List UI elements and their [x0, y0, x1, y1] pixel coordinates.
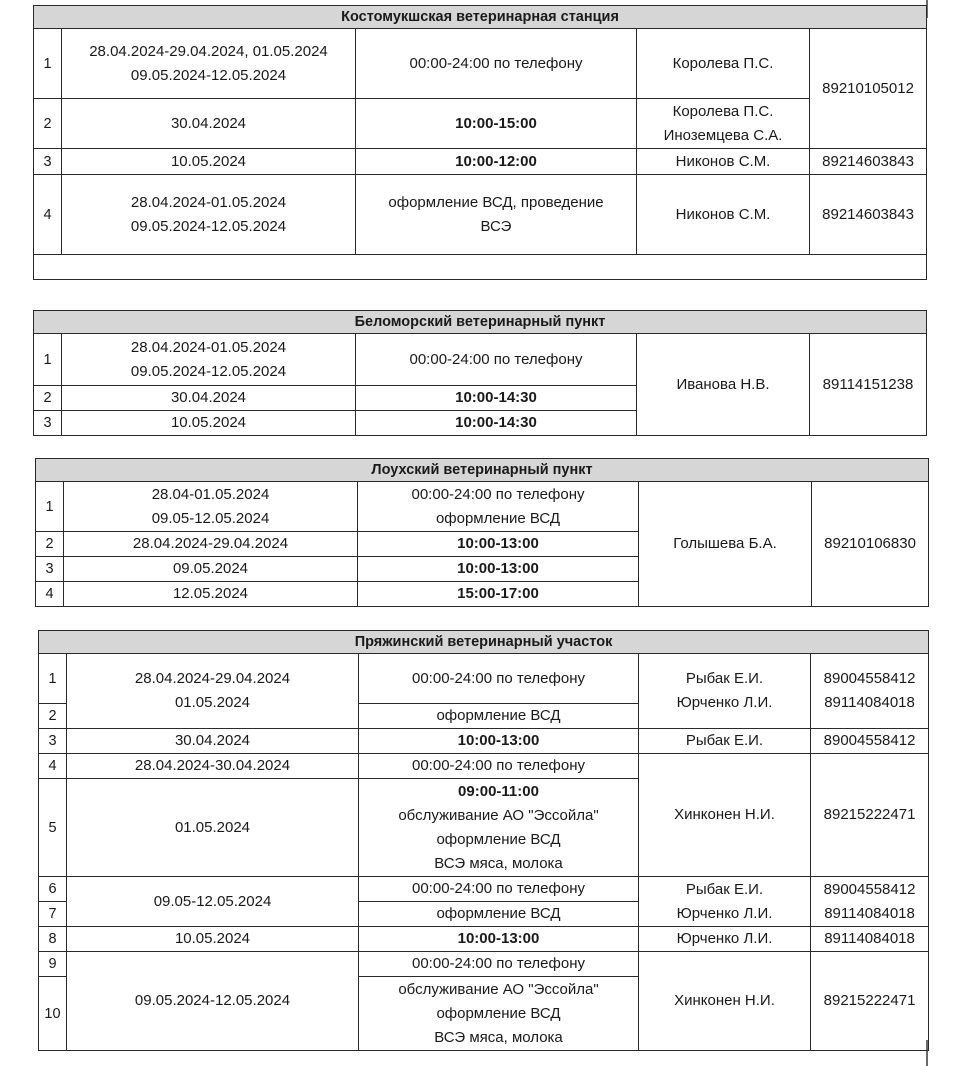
schedule-cell: 10:00-13:00: [358, 557, 639, 582]
row-number: 8: [39, 927, 67, 952]
row-number: 5: [39, 779, 67, 877]
row-number: 1: [34, 334, 62, 386]
section-pryazha: [38, 630, 929, 1051]
staff-cell: Хинконен Н.И.: [639, 952, 811, 1051]
staff-cell: Рыбак Е.И.: [639, 729, 811, 754]
phone-cell: 89215222471: [811, 754, 929, 877]
phone-cell: 89215222471: [811, 952, 929, 1051]
date-cell: 30.04.2024: [67, 729, 359, 754]
date-cell: 30.04.2024: [62, 386, 356, 411]
table-row: [34, 29, 927, 99]
section-belomorsk: [33, 310, 927, 436]
schedule-cell: 00:00-24:00 по телефону: [356, 29, 637, 99]
table-row: [39, 654, 929, 704]
schedule-cell: 09:00-11:00 обслуживание АО "Эссойла" оформление ВСД ВСЭ мяса, молока: [359, 779, 639, 877]
row-number: 3: [39, 729, 67, 754]
table-row: [39, 877, 929, 902]
table-row: [39, 927, 929, 952]
schedule-cell: 00:00-24:00 по телефону оформление ВСД: [358, 482, 639, 532]
table-row: [34, 175, 927, 255]
table-row: [34, 255, 927, 280]
row-number: 2: [36, 532, 64, 557]
row-number: 4: [39, 754, 67, 779]
row-number: 2: [34, 386, 62, 411]
row-number: 6: [39, 877, 67, 902]
schedule-cell: 10:00-13:00: [358, 532, 639, 557]
section-kostomuksha: [33, 5, 927, 280]
phone-cell: 89210106830: [812, 482, 929, 607]
schedule-cell: 10:00-14:30: [356, 411, 637, 436]
date-cell: 10.05.2024: [62, 149, 356, 175]
date-cell: 28.04.2024-29.04.2024 01.05.2024: [67, 654, 359, 729]
date-cell: 28.04.2024-30.04.2024: [67, 754, 359, 779]
row-number: 2: [34, 99, 62, 149]
table-row: [34, 99, 927, 149]
row-number: 9: [39, 952, 67, 977]
table-row: [36, 482, 929, 532]
date-cell: 12.05.2024: [64, 582, 358, 607]
staff-cell: Королева П.С.: [637, 29, 810, 99]
staff-cell: Королева П.С. Иноземцева С.А.: [637, 99, 810, 149]
phone-cell: 89114084018: [811, 927, 929, 952]
row-number: 1: [34, 29, 62, 99]
table-row: [39, 754, 929, 779]
date-cell: 10.05.2024: [62, 411, 356, 436]
row-number: 3: [36, 557, 64, 582]
schedule-cell: 10:00-14:30: [356, 386, 637, 411]
date-cell: 01.05.2024: [67, 779, 359, 877]
schedule-cell: обслуживание АО "Эссойла" оформление ВСД ВСЭ мяса, молока: [359, 977, 639, 1051]
section-title: Лоухский ветеринарный пункт: [36, 459, 929, 482]
schedule-cell: 00:00-24:00 по телефону: [359, 952, 639, 977]
staff-cell: Юрченко Л.И.: [639, 927, 811, 952]
date-cell: 28.04-01.05.2024 09.05-12.05.2024: [64, 482, 358, 532]
schedule-cell: 10:00-13:00: [359, 927, 639, 952]
row-number: 7: [39, 902, 67, 927]
section-title: Пряжинский ветеринарный участок: [39, 631, 929, 654]
staff-cell: Рыбак Е.И. Юрченко Л.И.: [639, 877, 811, 927]
date-cell: 30.04.2024: [62, 99, 356, 149]
phone-cell: 89004558412 89114084018: [811, 877, 929, 927]
table-row: [39, 729, 929, 754]
table-row: [34, 149, 927, 175]
row-number: 2: [39, 704, 67, 729]
schedule-cell: оформление ВСД: [359, 902, 639, 927]
schedule-cell: оформление ВСД, проведение ВСЭ: [356, 175, 637, 255]
schedule-cell: 00:00-24:00 по телефону: [356, 334, 637, 386]
date-cell: 09.05-12.05.2024: [67, 877, 359, 927]
phone-cell: 89214603843: [810, 149, 927, 175]
phone-cell: 89004558412: [811, 729, 929, 754]
date-cell: 28.04.2024-01.05.2024 09.05.2024-12.05.2024: [62, 334, 356, 386]
staff-cell: Хинконен Н.И.: [639, 754, 811, 877]
schedule-cell: 15:00-17:00: [358, 582, 639, 607]
phone-cell: 89210105012: [810, 29, 927, 149]
date-cell: 10.05.2024: [67, 927, 359, 952]
row-number: 1: [36, 482, 64, 532]
date-cell: 28.04.2024-29.04.2024, 01.05.2024 09.05.2024-12.05.2024: [62, 29, 356, 99]
schedule-cell: 00:00-24:00 по телефону: [359, 654, 639, 704]
row-number: 4: [34, 175, 62, 255]
date-cell: 09.05.2024-12.05.2024: [67, 952, 359, 1051]
schedule-cell: 00:00-24:00 по телефону: [359, 754, 639, 779]
staff-cell: Рыбак Е.И. Юрченко Л.И.: [639, 654, 811, 729]
row-number: 4: [36, 582, 64, 607]
row-number: 10: [39, 977, 67, 1051]
section-title: Беломорский ветеринарный пункт: [34, 311, 927, 334]
empty-row: [34, 255, 927, 280]
schedule-cell: 00:00-24:00 по телефону: [359, 877, 639, 902]
section-title: Костомукшская ветеринарная станция: [34, 6, 927, 29]
date-cell: 28.04.2024-01.05.2024 09.05.2024-12.05.2024: [62, 175, 356, 255]
row-number: 1: [39, 654, 67, 704]
schedule-cell: 10:00-15:00: [356, 99, 637, 149]
date-cell: 28.04.2024-29.04.2024: [64, 532, 358, 557]
staff-cell: Иванова Н.В.: [637, 334, 810, 436]
table-row: [39, 952, 929, 977]
schedule-cell: оформление ВСД: [359, 704, 639, 729]
staff-cell: Никонов С.М.: [637, 175, 810, 255]
phone-cell: 89214603843: [810, 175, 927, 255]
phone-cell: 89114151238: [810, 334, 927, 436]
section-loukhi: [35, 458, 929, 607]
staff-cell: Голышева Б.А.: [639, 482, 812, 607]
schedule-cell: 10:00-12:00: [356, 149, 637, 175]
table-row: [34, 334, 927, 386]
schedule-cell: 10:00-13:00: [359, 729, 639, 754]
staff-cell: Никонов С.М.: [637, 149, 810, 175]
phone-cell: 89004558412 89114084018: [811, 654, 929, 729]
row-number: 3: [34, 149, 62, 175]
row-number: 3: [34, 411, 62, 436]
date-cell: 09.05.2024: [64, 557, 358, 582]
